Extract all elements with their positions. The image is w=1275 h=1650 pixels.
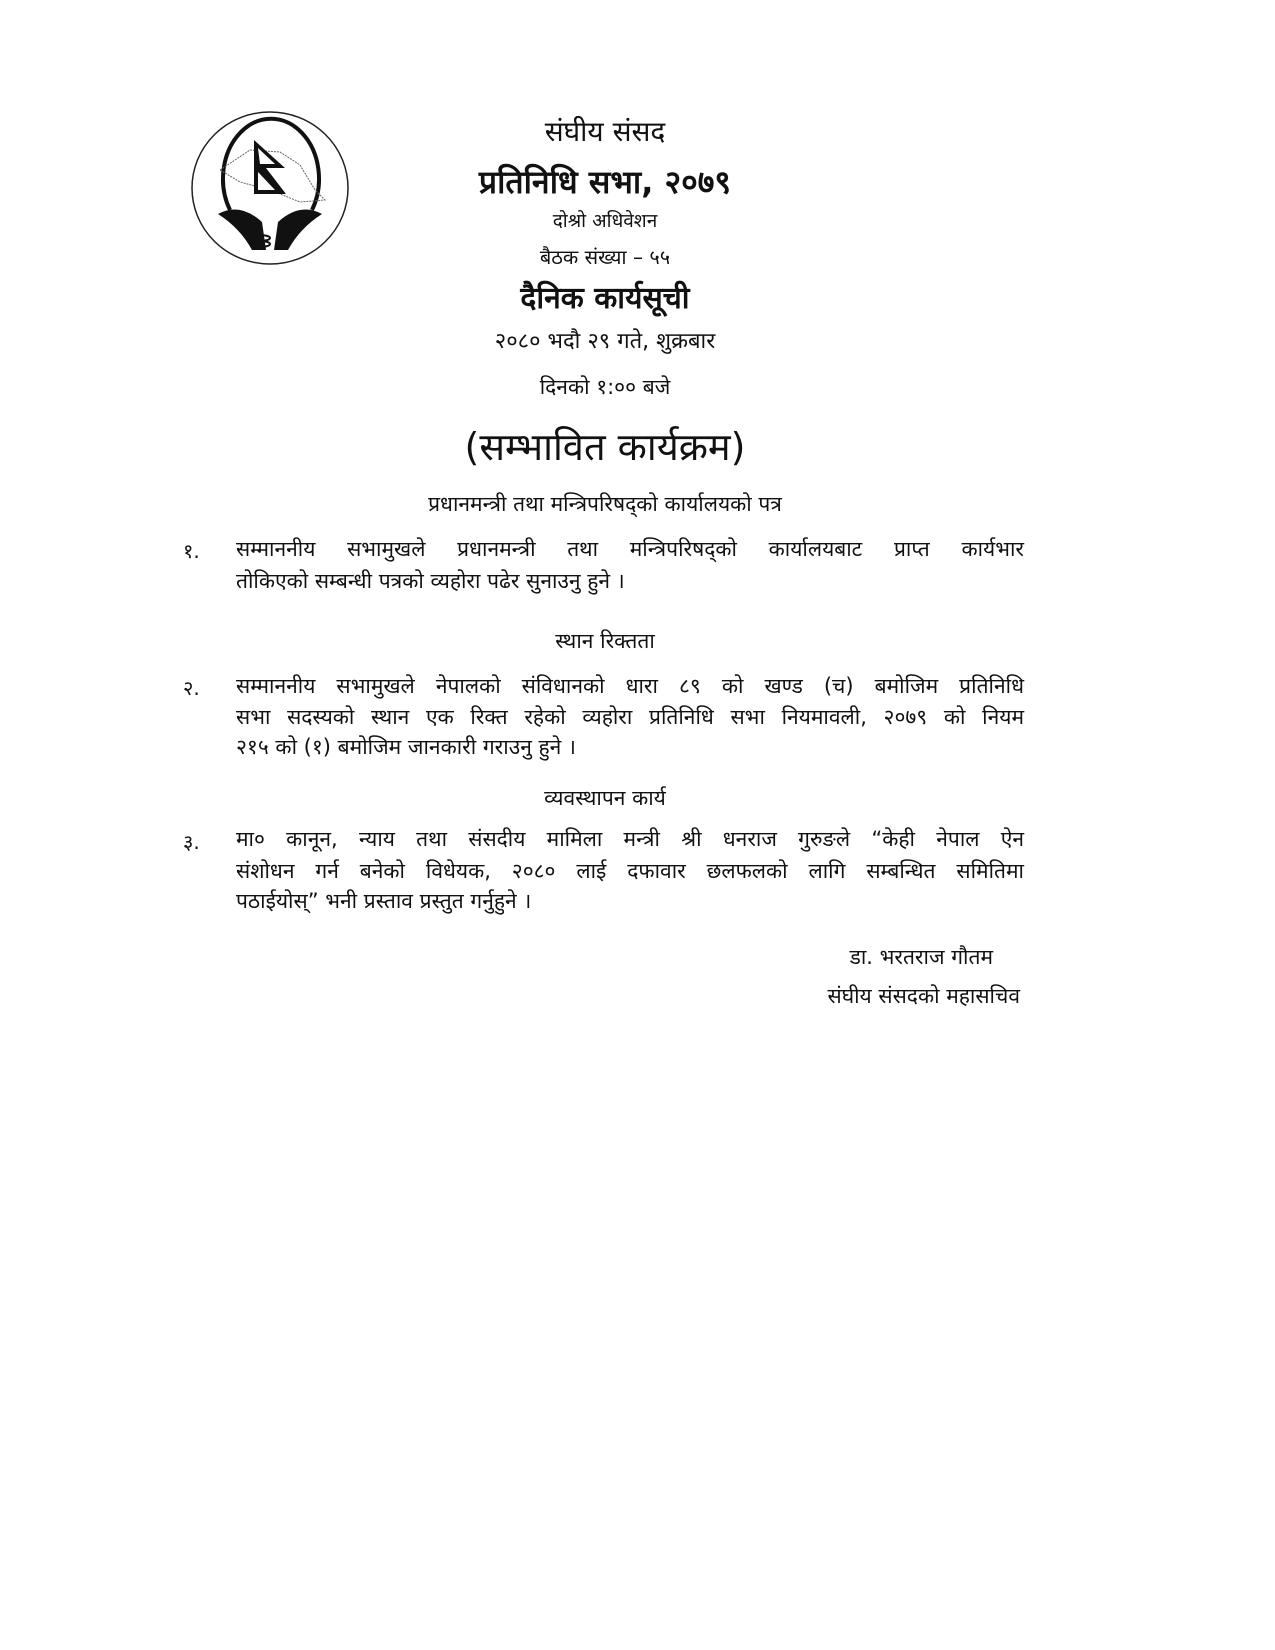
item-number: २.: [183, 676, 200, 700]
section-heading: प्रधानमन्त्री तथा मन्त्रिपरिषद्को कार्यालयको पत्र: [428, 492, 782, 516]
org-name: संघीय संसद: [544, 115, 666, 148]
item-text-line: संशोधन गर्न बनेको विधेयक, २०८० लाई दफावार छलफलको लागि सम्बन्धित समितिमा: [236, 859, 1024, 883]
item-number: ३.: [183, 830, 200, 854]
item-text-line: सभा सदस्यको स्थान एक रिक्त रहेको व्यहोरा प्रतिनिधि सभा नियमावली, २०७९ को नियम: [236, 705, 1024, 729]
house-name: प्रतिनिधि सभा, २०७९: [478, 163, 732, 201]
section-heading: व्यवस्थापन कार्य: [544, 786, 666, 810]
meeting-time: दिनको १:०० बजे: [539, 375, 671, 399]
item-text-line: मा० कानून, न्याय तथा संसदीय मामिला मन्त्री श्री धनराज गुरुङले “केही नेपाल ऐन: [236, 827, 1024, 851]
session: दोश्रो अधिवेशन: [552, 210, 658, 232]
subtitle: (सम्भावित कार्यक्रम): [464, 425, 746, 469]
item-number: १.: [183, 539, 200, 563]
meeting-number: बैठक संख्या – ५५: [539, 245, 671, 269]
document-title: दैनिक कार्यसूची: [520, 281, 690, 316]
meeting-date: २०८० भदौ २९ गते, शुक्रबार: [494, 329, 716, 354]
section-heading: स्थान रिक्तता: [555, 629, 655, 653]
item-text-line: सम्माननीय सभामुखले नेपालको संविधानको धारा ८९ को खण्ड (च) बमोजिम प्रतिनिधि: [236, 674, 1024, 698]
item-text-line: २१५ को (१) बमोजिम जानकारी गराउनु हुने ।: [236, 735, 576, 759]
item-text-line: सम्माननीय सभामुखले प्रधानमन्त्री तथा मन्त्रिपरिषद्को कार्यालयबाट प्राप्त कार्यभार: [236, 537, 1024, 561]
parliament-emblem-logo: [190, 110, 350, 266]
item-text-line: पठाईयोस्” भनी प्रस्ताव प्रस्तुत गर्नुहुने ।: [236, 889, 532, 913]
signatory-designation: संघीय संसदको महासचिव: [827, 984, 1020, 1008]
signatory-name: डा. भरतराज गौतम: [849, 945, 993, 969]
item-text-line: तोकिएको सम्बन्धी पत्रको व्यहोरा पढेर सुनाउनु हुने ।: [236, 569, 625, 593]
